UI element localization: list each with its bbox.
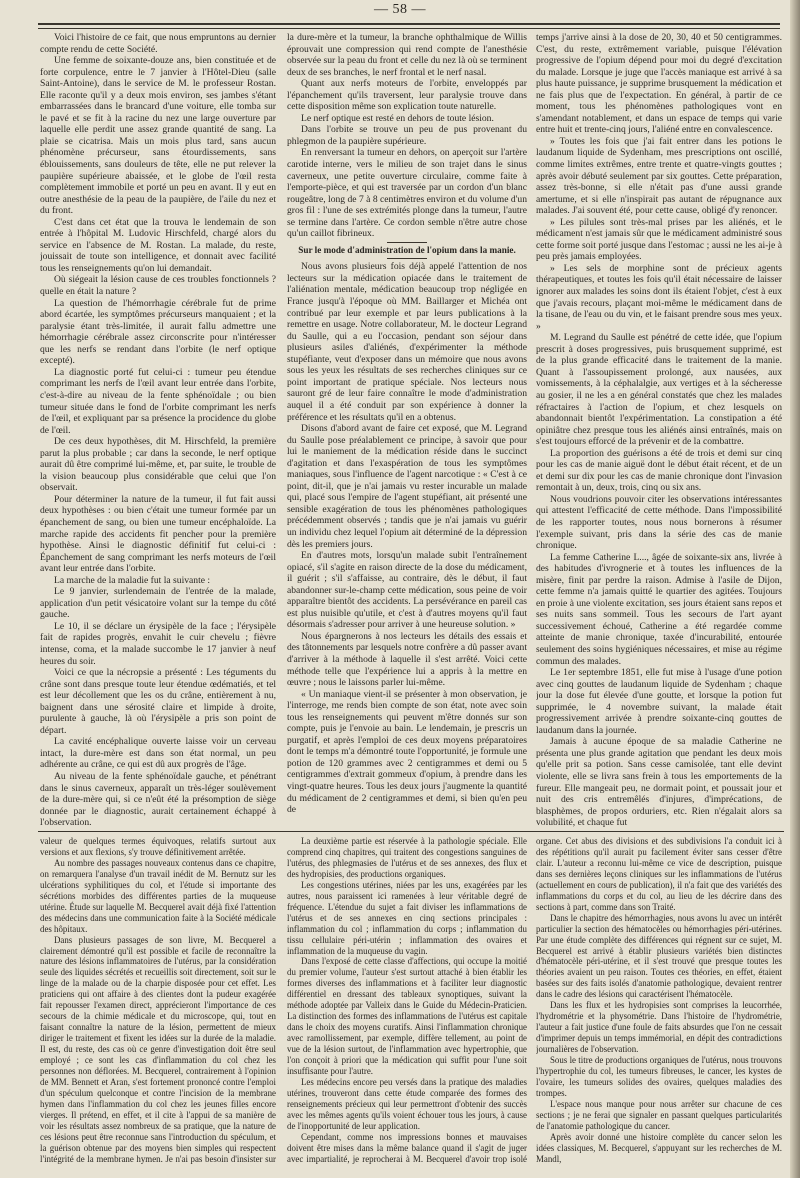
upper-column-3 [536, 32, 782, 828]
paragraph: Nous épargnerons à nos lecteurs les détails des essais et des tâtonnements par lesquels notre confrère a dû passer avant d'arriver à la méthode à laquelle il s'est arrêté. Voici cette méthode telle que l'expérience lui a appris à la mettre en œuvre ; nous le laissons parler lui-même. [287, 630, 527, 689]
paragraph: La marche de la maladie fut la suivante : [54, 574, 211, 586]
paragraph: la dure-mère et la tumeur, la branche ophthalmique de Willis éprouvait une compression qui rend compte de l'anesthésie observée sur la peau du front et celle du nez là où se terminent deux de ses branches, le nerf frontal et le nerf nasal. [287, 32, 527, 78]
paragraph: Dans l'orbite se trouve un peu de pus provenant du phlegmon de la paupière supérieure. [287, 124, 527, 147]
paragraph: De ces deux hypothèses, dit M. Hirschfeld, la première parut la plus probable ; car dans la seconde, le nerf optique aurait dû être comprimé lui-même, et, par suite, le trouble de la vision beaucoup plus considérable que celui que l'on observait. [40, 436, 276, 494]
section-divider-rule [38, 831, 784, 832]
paragraph: Où siégeait la lésion cause de ces troubles fonctionnels ? quelle en était la nature ? [40, 274, 276, 298]
paragraph: Nous avons plusieurs fois déjà appelé l'attention de nos lecteurs sur la médication opiacée dans le traitement de l'aliénation mentale, médication beaucoup trop négligée en France jusqu'à l'époque où MM. Baillarger et Michéa ont contribué par leur exemple et par leurs publications à la remettre en usage. Notre collaborateur, M. le docteur Legrand du Saulle, qui a eu l'occasion, pendant son séjour dans plusieurs asiles d'aliénés, d'expérimenter la méthode stupéfiante, veut d'exposer dans un mémoire que nous avons sous les yeux les résultats de ses recherches cliniques sur ce point important de pratique spéciale. Nos lecteurs nous sauront gré de leur faire connaître le mode d'administration auquel il a été conduit par son expérience à donner la préférence et les résultats qu'il en a obtenus. [287, 261, 527, 423]
paragraph: Le 10, il se déclare un érysipèle de la face ; l'érysipèle fait de rapides progrès, envahit le cuir chevelu ; fièvre intense, coma, et la malade succombe le 17 janvier à neuf heures du soir. [40, 620, 276, 667]
paragraph: temps j'arrive ainsi à la dose de 20, 30, 40 et 50 centigrammes. C'est, du reste, extrêmement variable, puisque l'élévation progressive de l'opium dépend pour moi du degré d'excitation du malade. Lorsque je juge que l'accès maniaque est arrivé à sa plus haute puissance, je supprime brusquement la médication et ne fais plus que de l'expectation. En général, à partir de ce moment, tous les phénomènes pathologiques vont en s'amendant notablement, et dans un espace de temps qui varie entre huit et trente-cinq jours, l'aliéné entre en convalescence. [536, 32, 782, 136]
paragraph: Quant aux nerfs moteurs de l'orbite, enveloppés par l'épanchement qu'ils traversent, leur paralysie trouve dans cette disposition même son explication toute naturelle. [287, 78, 527, 113]
paragraph: La question de l'hémorrhagie cérébrale fut de prime abord écartée, les symptômes précurseurs manquaient ; et la paralysie étant très-limitée, il aurait fallu admettre une hémorrhagie cérébrale assez circonscrite pour n'intéresser que les nerfs se rendant dans l'orbite (le nerf optique excepté). [40, 297, 276, 367]
paragraph: La diagnostic porté fut celui-ci : tumeur peu étendue comprimant les nerfs de l'œil avant leur entrée dans l'orbite, c'est-à-dire au niveau de la fente sphénoïdale ; ou bien tumeur située dans le fond de l'orbite comprimant les nerfs de l'œil, et expliquant par sa présence la procidence du globe de l'œil. [40, 366, 276, 436]
paragraph: La proportion des guérisons a été de trois et demi sur cinq pour les cas de manie aiguë dont le début était récent, et de un et demi sur dix pour les cas de manie chronique dont l'invasion remontait à un, deux, trois, cinq ou six ans. [536, 447, 782, 494]
paragraph: M. Legrand du Saulle est pénétré de cette idée, que l'opium prescrit à doses progressives, puis brusquement supprimé, est de la plus grande efficacité dans le traitement de la manie. Quant à l'assoupissement prolongé, aux nausées, aux vomissements, à la céphalalgie, aux vertiges et à la sécheresse au gosier, il ne les a en général constatés que chez les malades réfractaires à l'action de l'opium, et chez lesquels on abandonnait bientôt l'expérimentation. La constipation a été opiniâtre chez presque tous les aliénés ainsi entraînés, mais on s'est toujours efforcé de la prévenir et de la combattre. [536, 332, 782, 448]
paragraph: Après avoir donné une histoire complète du cancer selon les idées classiques, M. Becquerel, s'appuyant sur les recherches de M. Mandl, [536, 1131, 782, 1164]
paragraph: Les médecins encore peu versés dans la pratique des maladies utérines, trouveront dans cette étude comparée des formes des renseignements précieux qui leur permettront d'obtenir des succès avec les mêmes agents qu'ils voient échouer tous les jours, à cause de l'inopportunité de leur application. [287, 1076, 527, 1131]
paragraph: Au niveau de la fente sphénoïdale gauche, et pénétrant dans le sinus caverneux, apparaît un très-léger soulèvement de la dure-mère qui, si ce n'eût été la présomption de siège donnée par le diagnostic, aurait certainement échappé à l'observation. [40, 771, 276, 828]
page-edge-shadow [790, 0, 800, 1178]
paragraph: En renversant la tumeur en dehors, on aperçoit sur l'artère carotide interne, vers le milieu de son trajet dans le sinus caverneux, une petite ouverture circulaire, comme faite à l'emporte-pièce, et qui est traversée par un cordon d'un blanc rougeâtre, long de 7 à 8 centimètres environ et du volume d'un gros fil : l'une de ses extrémités plonge dans la tumeur, l'autre se termine dans l'artère. Ce cordon semble n'être autre chose qu'un caillot fibrineux. [287, 147, 527, 240]
paragraph: Le nerf optique est resté en dehors de toute lésion. [301, 112, 494, 124]
paragraph: Dans plusieurs passages de son livre, M. Becquerel a clairement démontré qu'il est possible et facile de reconnaître la nature des lésions inflammatoires de l'utérus, par la considération seule des liquides sécrétés et recueillis soit directement, soit sur le linge de la malade ou de la charpie disposée pour cet effet. Les praticiens qui ont affaire à des clientes dont la pudeur exagérée fait repousser l'examen direct, apprécieront l'importance de ces secours de la chimie médicale et du microscope, qui, tout en faisant connaître la nature de la lésion, permettent de mieux diriger le traitement et fixent les idées sur la durée de la maladie. Il est, du reste, des cas où ce genre d'investigation doit être seul employé ; ce sont les cas d'inflammation du col chez les personnes non déflorées. M. Becquerel, contrairement à l'opinion de MM. Bennett et Aran, s'est fortement prononcé contre l'emploi d'un spéculum quelconque et contre l'incision de la membrane hymen dans l'inflammation du col chez les jeunes filles encore vierges. Il prétend, en effet, et il cite à l'appui de sa manière de voir les résultats assez nombreux de sa pratique, que la nature de ces lésions peut être reconnue sans l'introduction du spéculum, et la guérison obtenue par des moyens bien simples qui respectent l'intégrité de la membrane hymen. Je n'ai pas besoin d'insister sur [40, 934, 276, 1164]
paragraph: Voici ce que la nécropsie a présenté : Les téguments du crâne sont dans presque toute leur étendue œdématiés, et tel est leur décollement que les os du crâne, entièrement à nu, baignent dans une sérosité claire et limpide à droite, purulente à gauche, là où l'érysipèle a pris son point de départ. [40, 667, 276, 736]
paragraph: La cavité encéphalique ouverte laisse voir un cerveau intact, la dure-mère est dans son état normal, un peu adhérente au crâne, ce qui est dû aux progrès de l'âge. [40, 736, 276, 771]
paragraph: La deuxième partie est réservée à la pathologie spéciale. Elle comprend cinq chapitres, qui traitent des congestions sanguines de l'utérus, des phlegmasies de l'utérus et de ses annexes, des flux et des hydropisies, des productions organiques. [287, 836, 527, 879]
paragraph: Dans l'exposé de cette classe d'affections, qui occupe la moitié du premier volume, l'auteur s'est surtout attaché à bien établir les formes diverses des inflammations et à faciliter leur diagnostic différentiel en dressant des tableaux synoptiques, suivant la méthode adoptée par Valleix dans le Guide du Médecin-Praticien. La distinction des formes des inflammations de l'utérus est capitale dans le choix des moyens curatifs. Ainsi l'inflammation chronique avec ramollissement, par exemple, diffère tellement, au point de vue de la lésion surtout, de l'inflammation avec hypertrophie, que l'on conçoit à priori que la médication qui suffit pour l'une soit insuffisante pour l'autre. [287, 956, 527, 1077]
paragraph: Les congestions utérines, niées par les uns, exagérées par les autres, nous paraissent ici ramenées à leur véritable degré de fréquence. L'étendue du sujet a fait diviser les inflammations de l'utérus et de ses annexes en cinq sections principales : inflammation du col ; inflammation du corps ; inflammation du tissu cellulaire péri-utérin ; inflammation des ovaires et inflammation de la muqueuse du vagin. [287, 879, 527, 956]
upper-column-2 [287, 32, 527, 828]
paragraph: Le 1er septembre 1851, elle fut mise à l'usage d'une potion avec cinq gouttes de laudanum liquide de Sydenham ; chaque jour la dose fut élevée d'une goutte, et lorsque la potion fut supprimée, le 4 novembre suivant, la malade était progressivement arrivée à prendre soixante-cinq gouttes de laudanum dans la journée. [536, 667, 782, 736]
upper-column-1 [40, 32, 276, 828]
lower-column-1 [40, 836, 276, 1166]
paragraph: Voici l'histoire de ce fait, que nous empruntons au dernier compte rendu de cette Société. [40, 32, 276, 55]
paragraph: Disons d'abord avant de faire cet exposé, que M. Legrand du Saulle pose préalablement ce principe, à savoir que pour lui le maniement de la médication réside dans le succinct d'agitation et dans l'exaspération de tous les symptômes maniaques, sous l'influence de l'agent narcotique : « C'est à ce point, dit-il, que je n'ai jamais vu rester incurable un malade qui, placé sous l'empire de l'agent stupéfiant, ait présenté une sensible exagération de tous les phénomènes pathologiques précédemment observés ; tandis que je n'ai jamais vu guérir un individu chez lequel l'opium ait déterminé de la dépression dès les premiers jours. [287, 423, 527, 550]
paragraph: Nous voudrions pouvoir citer les observations intéressantes qui attestent l'efficacité de cette méthode. Dans l'impossibilité de les rapporter toutes, nous nous bornerons à résumer l'exemple suivant, pris dans la série des cas de manie chronique. [536, 493, 782, 552]
paragraph: Sous le titre de productions organiques de l'utérus, nous trouvons l'hypertrophie du col, les tumeurs fibreuses, le cancer, les kystes de l'ovaire, les tumeurs solides des ovaires, quelques maladies des trompes. [536, 1055, 782, 1098]
paragraph: Cependant, comme nos impressions bonnes et mauvaises doivent être mises dans la même balance quand il s'agit de juger avec impartialité, je reprocherai à M. Becquerel d'avoir trop isolé [287, 1131, 527, 1164]
paragraph: Pour déterminer la nature de la tumeur, il fut fait aussi deux hypothèses : ou bien c'était une tumeur formée par un épanchement de sang, ou bien une tumeur encéphaloïde. La marche rapide des accidents fit pencher pour la première hypothèse. Ainsi le diagnostic définitif fut celui-ci : Épanchement de sang comprimant les nerfs moteurs de l'œil avant leur entrée dans l'orbite. [40, 493, 276, 575]
page-number: — 58 — [374, 2, 426, 17]
paragraph: L'espace nous manque pour nous arrêter sur chacune de ces sections ; je ne ferai que signaler en passant quelques particularités de l'anatomie pathologique du cancer. [536, 1098, 782, 1131]
lower-column-2 [287, 836, 527, 1166]
section-title: Sur le mode d'administration de l'opium dans la manie. [287, 242, 527, 260]
lower-column-3 [536, 836, 782, 1166]
paragraph: En d'autres mots, lorsqu'un malade subit l'entraînement opiacé, s'il s'agite en raison directe de la dose du médicament, il guérit ; s'il s'affaisse, au contraire, dès le début, il faut abandonner sur-le-champ cette médication, sous peine de voir apparaître bientôt des accidents. La persévérance en pareil cas est plus nuisible qu'utile, et c'est à d'autres moyens qu'il faut désormais s'adresser pour arriver à une heureuse solution. » [287, 550, 527, 631]
paragraph: Une femme de soixante-douze ans, bien constituée et de forte corpulence, entre le 7 janvier à l'Hôtel-Dieu (salle Saint-Antoine), dans le service de M. le professeur Rostan. Elle raconte qu'il y a deux mois environ, ses jambes s'étant embarrassées dans le brancard d'une voiture, elle tomba sur le pavé et se fit à la racine du nez une large ouverture par laquelle elle perdit une assez grande quantité de sang. La plaie se cicatrisa. Mais un mois plus tard, sans aucun phénomène précurseur, sans étourdissements, sans éblouissements, sans douleurs de tête, elle ne put relever la paupière supérieure abaissée, et le globe de l'œil resta complètement immobile et porté un peu en avant. Il y eut en outre anesthésie de la peau de la paupière, de l'aile du nez et du front. [40, 55, 276, 217]
paragraph: valeur de quelques termes équivoques, relatifs surtout aux versions et aux flexions, s'y trouve définitivement arrêtée. [40, 836, 276, 857]
paragraph: » Les sels de morphine sont de précieux agents thérapeutiques, et toutes les fois qu'il était nécessaire de laisser ignorer aux malades les soins dont ils étaient l'objet, c'est à eux que j'avais recours, plaçant moi-même le médicament dans de la tisane, de l'eau ou du vin, et le faisant prendre sous mes yeux. » [536, 262, 782, 332]
paragraph: « Un maniaque vient-il se présenter à mon observation, je l'interroge, me rends bien compte de son état, note avec soin tous les renseignements qui peuvent m'être donnés sur son compte, puis je l'envoie au bain. Le lendemain, je prescris un purgatif, et après l'emploi de ces deux moyens préparatoires dont le temps m'a démontré toute l'opportunité, je formule une potion de 120 grammes avec 2 centigrammes et demi ou 5 centigrammes d'extrait gommeux d'opium, à prendre dans les vingt-quatre heures. Tous les deux jours j'augmente la quantité du médicament de 2 centigrammes et demi, si bien qu'en peu de [287, 688, 527, 816]
paragraph: Jamais à aucune époque de sa maladie Catherine ne présenta une plus grande agitation que pendant les deux mois qu'elle prit sa potion. Sans cesse camisolée, tant elle devint violente, elle se livra sans frein à tous les emportements de la fureur. Elle mangeait peu, ne dormait point, et poussait jour et nuit des cris entremêlés d'injures, d'imprécations, de blasphèmes, de propos orduriers, etc. Rien n'égalait alors sa volubilité, et chaque fut [536, 736, 782, 828]
paragraph: La femme Catherine L..., âgée de soixante-six ans, livrée à des habitudes d'ivrognerie et à toutes les influences de la misère, finit par perdre la raison. Admise à l'asile de Dijon, cette femme n'a jamais quitté le quartier des agitées. Toujours en proie à une violente excitation, ses jours étaient sans repos et ses nuits sans sommeil. Tous les secours de l'art ayant successivement échoué, Catherine a été regardée comme atteinte de manie chronique, taxée d'incurabilité, entourée seulement des soins hygiéniques nécessaires, et mise au régime commun des malades. [536, 551, 782, 667]
paragraph: organe. Cet abus des divisions et des subdivisions l'a conduit ici à des répétitions qu'il aurait pu facilement éviter sans cesser d'être clair. L'auteur a reconnu lui-même ce vice de description, puisque dans ses dernières leçons cliniques sur les inflammations de l'utérus (actuellement en cours de publication), il n'a fait que des variétés des inflammations du corps et du col, au lieu de les décrire dans des sections à part, comme dans son Traité. [536, 836, 782, 912]
paragraph: Au nombre des passages nouveaux contenus dans ce chapitre, on remarquera l'analyse d'un travail inédit de M. Bernutz sur les ulcérations syphilitiques du col, et l'étude si importante des sécrétions morbides des différentes parties de la muqueuse utérine. Étude sur laquelle M. Becquerel avait déjà fixé l'attention des médecins dans une communication faite à la Société médicale des hôpitaux. [40, 857, 276, 934]
paragraph: Le 9 janvier, surlendemain de l'entrée de la malade, application d'un petit vésicatoire volant sur la tempe du côté gauche. [40, 586, 276, 621]
paragraph: C'est dans cet état que la trouva le lendemain de son entrée à l'hôpital M. Ludovic Hirschfeld, chargé alors du service en l'absence de M. Rostan. La malade, du reste, jouissait de toute son intelligence, et donnait avec facilité tous les renseignements qu'on lui demandait. [40, 216, 276, 274]
paragraph: » Toutes les fois que j'ai fait entrer dans les potions le laudanum liquide de Sydenham, mes prescriptions ont oscillé, comme limites extrêmes, entre trente et quatre-vingts gouttes ; après avoir débuté seulement par six gouttes. Cette préparation, assez très-bonne, si elle n'était pas d'une aussi grande amertume, et si elle n'inspirait pas autant de répugnance aux malades. J'ai souvent été, pour cette cause, obligé d'y renoncer. [536, 135, 782, 217]
paragraph: Dans les flux et les hydropisies sont comprises la leucorrhée, l'hydrométrie et la physométrie. Dans l'histoire de l'hydrométrie, l'auteur a fait justice d'une foule de faits absurdes que l'on ne cessait d'imprimer depuis un temps immémorial, en dépit des contradictions journalières de l'observation. [536, 1000, 782, 1055]
top-rule [38, 23, 780, 29]
paragraph: » Les pilules sont très-mal prises par les aliénés, et le médicament n'est jamais sûr que le médicament administré sous cette forme soit porté jusque dans l'estomac ; aussi ne les ai-je à peu près jamais employées. [536, 216, 782, 263]
paragraph: Dans le chapitre des hémorrhagies, nous avons lu avec un intérêt particulier la section des hématocèles ou hémorrhagies péri-utérines. Par une étude complète des différences qui régnent sur ce sujet, M. Becquerel est arrivé à établir plusieurs variétés bien distinctes d'hématocèle péri-utérine, et il s'est trouvé que presque toutes les théories avaient un peu raison. Toutes ces théories, en effet, étaient basées sur des faits isolés d'anatomie pathologique, devaient rentrer dans le cadre des lésions qui caractérisent l'hématocèle. [536, 912, 782, 1000]
